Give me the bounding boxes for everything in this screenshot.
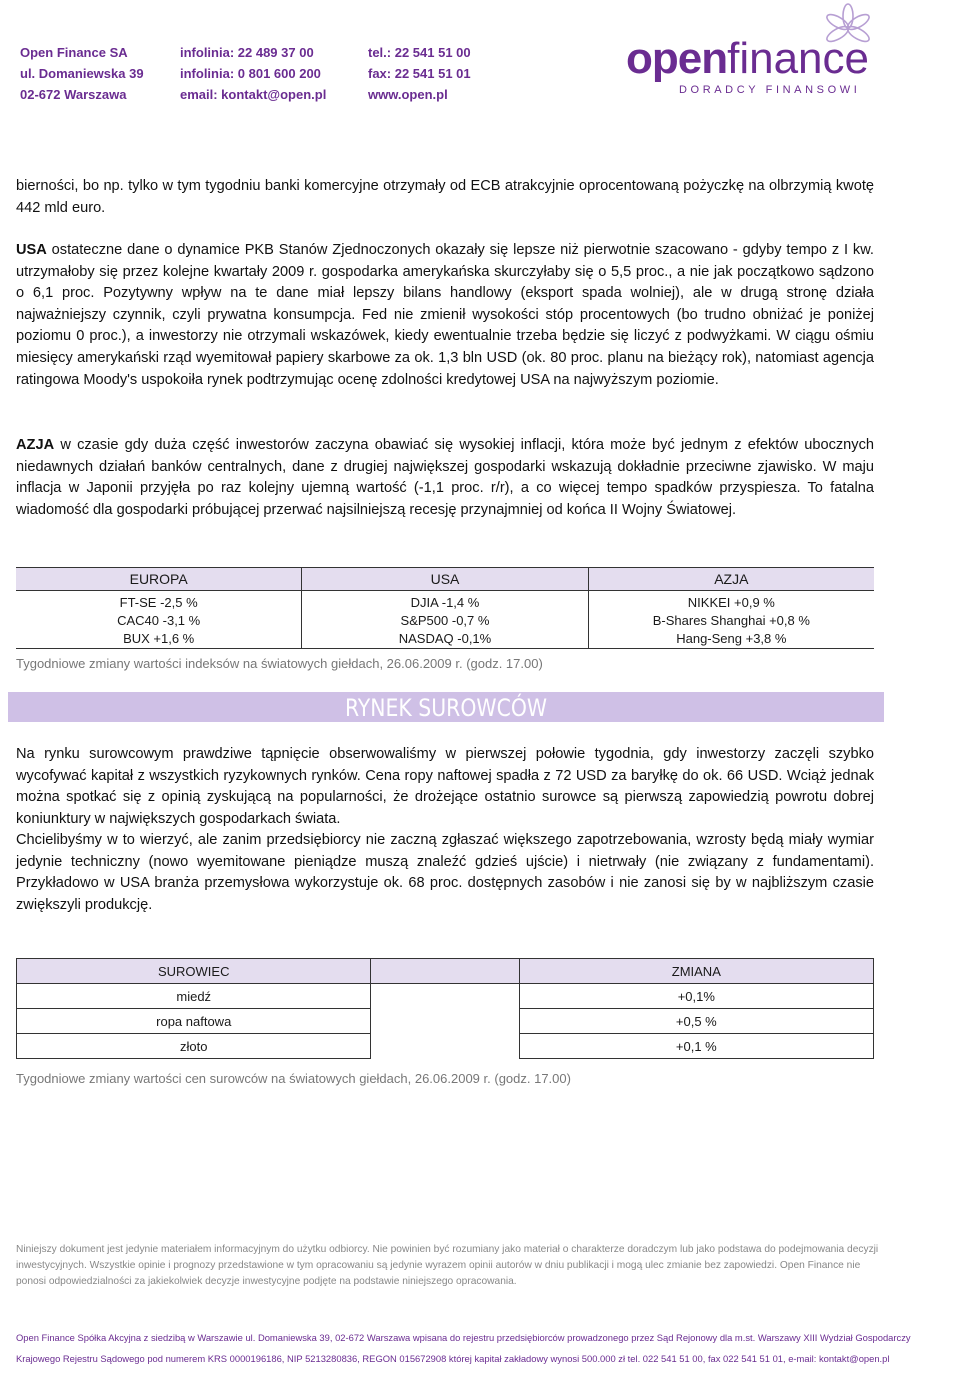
logo-word-open: open (626, 34, 728, 83)
header-company-address (20, 42, 144, 105)
paragraph-asia-text: w czasie gdy duża część inwestorów zaczyna obawiać się wysokiej inflacji, która może być jednym z efektów ubocznych niedawnych działań banków centralnych, dane z drugiej największej gospodarki wskazują dokładnie przeciwne zjawisko. W maju inflacja w Japonii przyjęła po raz kolejny ujemną wartość (-1,1 proc. r/r), a co więcej tempo spadków przyspiesza. To fatalna wiadomość dla gospodarki próbującej przerwać najsilniejszą recesję przynajmniej od końca II Wojny Światowej. (16, 437, 874, 518)
commodity-change: +0,1% (519, 984, 873, 1009)
footer-line-2: Krajowego Rejestru Sądowego pod numerem KRS 0000196186, NIP 5213280836, REGON 015672908 której kapitał zakładowy wynosi 500.000 zł tel. 022 541 51 00, fax 022 541 51 01, e-mail: kontakt@open.pl (16, 1353, 890, 1364)
hotline-1: infolinia: 22 489 37 00 (180, 45, 314, 60)
index-cac40: CAC40 -3,1 % (117, 613, 201, 628)
table-row (17, 1009, 874, 1034)
usa-cell (302, 591, 588, 649)
header-commodity: SUROWIEC (17, 959, 371, 984)
logo-word-finance: finance (727, 34, 869, 83)
index-changes-table (16, 567, 874, 649)
commodity-name: ropa naftowa (17, 1009, 371, 1034)
header-contact-lines (180, 42, 326, 105)
company-city: 02-672 Warszawa (20, 87, 127, 102)
commodity-change: +0,1 % (519, 1034, 873, 1059)
company-footer (16, 1327, 911, 1369)
paragraph-asia (16, 435, 874, 521)
paragraph-asia-lead: AZJA (16, 437, 55, 453)
index-ftse: FT-SE -2,5 % (119, 595, 198, 610)
index-bshares: B-Shares Shanghai +0,8 % (652, 613, 810, 628)
commodity-change: +0,5 % (519, 1009, 873, 1034)
paragraph-usa (16, 240, 874, 391)
header-asia: AZJA (588, 568, 874, 591)
index-table-caption: Tygodniowe zmiany wartości indeksów na światowych giełdach, 26.06.2009 r. (godz. 17.00) (16, 656, 543, 671)
phone: tel.: 22 541 51 00 (368, 45, 471, 60)
table-row (17, 984, 874, 1009)
paragraph-continuation: bierności, bo np. tylko w tym tygodniu banki komercyjne otrzymały od ECB atrakcyjnie oprocentowaną pożyczkę na olbrzymią kwotę 442 mld euro. (16, 178, 874, 216)
legal-disclaimer: Niniejszy dokument jest jedynie materiałem informacyjnym do użytku odbiorcy. Nie powinien być rozumiany jako materiał o charakterze doradczym lub jako podstawa do podejmowania decyzji inwestycyjnych. Wszystkie opinie i prognozy przedstawione w tym opracowaniu są jedynie wyrazem opinii autorów w dniu publikacji i mogą ulec zmianie bez zapowiedzi. Open Finance nie ponosi odpowiedzialności za jakiekolwiek decyzje inwestycyjne podjęte na podstawie niniejszego opracowania. (16, 1244, 879, 1287)
index-nasdaq: NASDAQ -0,1% (398, 631, 492, 646)
logo-tagline: DORADCY FINANSOWI (679, 84, 861, 96)
website-link[interactable]: www.open.pl (368, 87, 448, 102)
table-row (17, 1034, 874, 1059)
fax: fax: 22 541 51 01 (368, 66, 471, 81)
europe-cell (16, 591, 302, 649)
index-djia: DJIA -1,4 % (410, 595, 480, 610)
table-header-row (16, 568, 874, 591)
paragraph-usa-lead: USA (16, 242, 47, 258)
hotline-2: infolinia: 0 801 600 200 (180, 66, 321, 81)
header-phone-web (368, 42, 471, 105)
commodity-name: złoto (17, 1034, 371, 1059)
index-nikkei: NIKKEI +0,9 % (687, 595, 775, 610)
commodity-name: miedź (17, 984, 371, 1009)
footer-line-1: Open Finance Spółka Akcyjna z siedzibą w Warszawie ul. Domaniewska 39, 02-672 Warszawa wpisana do rejestru przedsiębiorców prowadzonego przez Sąd Rejonowy dla m.st. Warszawy XIII Wydział Gospodarczy (16, 1332, 911, 1343)
header-change: ZMIANA (519, 959, 873, 984)
paragraph-usa-text: ostateczne dane o dynamice PKB Stanów Zjednoczonych okazały się lepsze niż pierwotnie szacowano - gdyby tempo z I kw. utrzymałoby się przez kolejne kwartały 2009 r. gospodarka amerykańska skurczyłaby się o 5,5 proc., a nie jak początkowo sądzono o 6,1 proc. Pozytywny wpływ na te dane miał lepszy bilans handlowy (eksport spada wolniej), ale w drugą stronę działa najważniejszy czynnik, czyli prywatna konsumpcja. Fed nie zmienił wysokości stóp procentowych (bo trudno obniżać je poniżej poziomu 0 proc.), a inwestorzy nie otrzymali wskazówek, kiedy ewentualnie trzeba będzie się liczyć z podwyżkami. W ciągu ośmiu miesięcy amerykański rząd wyemitował papiery skarbowe za ok. 1,3 bln USD (ok. 80 proc. planu na bieżący rok), natomiast agencja ratingowa Moody's uspokoiła rynek podtrzymując ocenę zdolności kredytowej USA na najwyższym poziomie. (16, 242, 874, 388)
contact-email[interactable]: email: kontakt@open.pl (180, 87, 327, 102)
section-title: RYNEK SUROWCÓW (344, 694, 548, 722)
paragraph-commodities-2: Chcielibyśmy w to wierzyć, ale zanim przedsiębiorcy nie zaczną zgłaszać większego zapotrzebowania, wzrosty będą miały wymiar jedynie techniczny (nowo wyemitowane pieniądze muszą znaleźć gdzieś ujście) i nietrwały (nie związany z fundamentami). Przykładowo w USA branża przemysłowa wykorzystuje ok. 68 proc. dostępnych zasobów i nie zanosi się by w najbliższym czasie zwiększyli produkcję. (16, 832, 874, 913)
paragraph-commodities-1: Na rynku surowcowym prawdziwe tąpnięcie obserwowaliśmy w pierwszej połowie tygodnia, gdy inwestorzy zaczęli szybko wycofywać kapitał z wszystkich ryzykownych rynków. Cena ropy naftowej spadła z 72 USD za baryłkę do ok. 66 USD. Wciąż jednak można spotkać się z opinią zyskującą na popularności, że drożejące ostatnio surowce są pierwszą zapowiedzią powrotu dobrej koniunktury w największych gospodarkach świata. (16, 746, 874, 827)
asia-cell (588, 591, 874, 649)
page-header (0, 0, 960, 110)
company-name: Open Finance SA (20, 45, 128, 60)
commodity-table-caption: Tygodniowe zmiany wartości cen surowców na światowych giełdach, 26.06.2009 r. (godz. 17.00) (16, 1071, 571, 1086)
section-header-bar (8, 692, 884, 722)
open-finance-logo (622, 30, 922, 110)
index-sp500: S&P500 -0,7 % (400, 613, 490, 628)
company-street: ul. Domaniewska 39 (20, 66, 144, 81)
table-row (16, 591, 874, 649)
index-hangseng: Hang-Seng +3,8 % (676, 631, 787, 646)
header-usa: USA (302, 568, 588, 591)
table-header-row (17, 959, 874, 984)
index-bux: BUX +1,6 % (123, 631, 195, 646)
commodity-changes-table (16, 958, 874, 1059)
header-europe: EUROPA (16, 568, 302, 591)
